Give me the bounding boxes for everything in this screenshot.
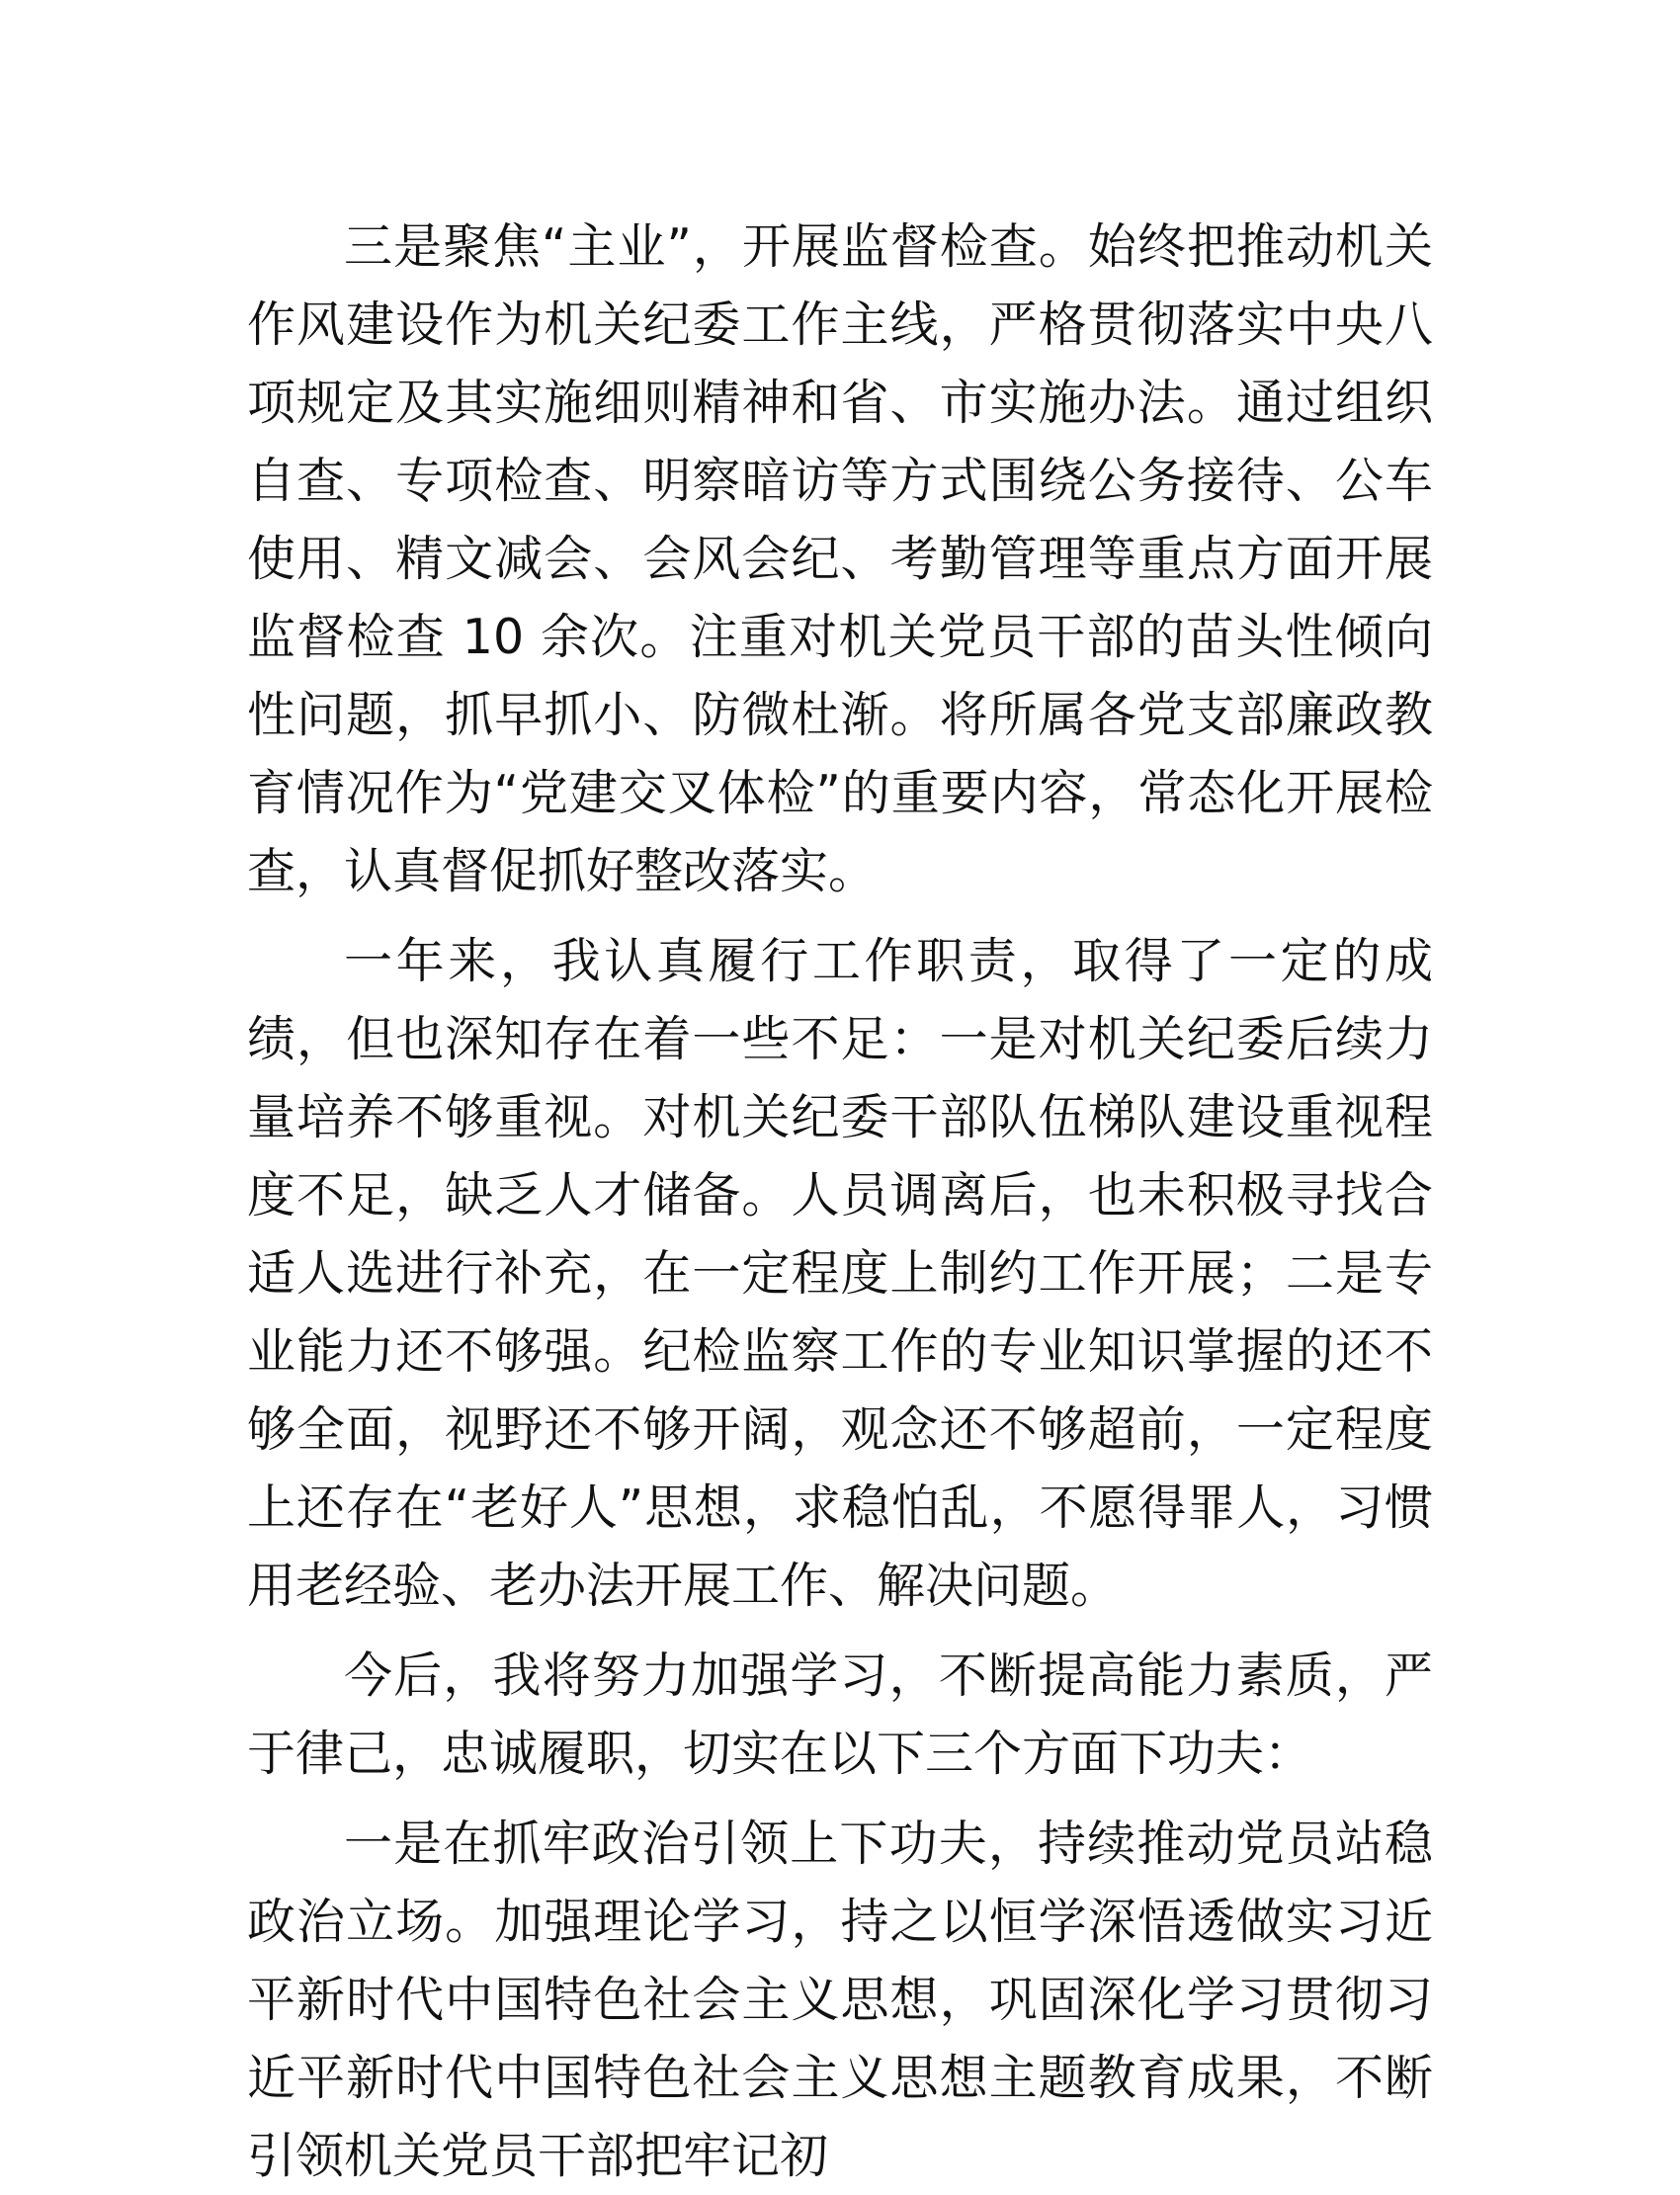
paragraph-future-intro: 今后，我将努力加强学习，不断提高能力素质，严于律己，忠诚履职，切实在以下三个方面下功夫： xyxy=(247,1647,1433,1782)
document-body xyxy=(247,208,1433,2195)
paragraph-political-guidance: 一是在抓牢政治引领上下功夫，持续推动党员站稳政治立场。加强理论学习，持之以恒学深悟透做实习近平新时代中国特色社会主义思想，巩固深化学习贯彻习近平新时代中国特色社会主义思想主题教育成果，不断引领机关党员干部把牢记初 xyxy=(247,1815,1433,2184)
paragraph-shortcomings: 一年来，我认真履行工作职责，取得了一定的成绩，但也深知存在着一些不足：一是对机关纪委后续力量培养不够重视。对机关纪委干部队伍梯队建设重视程度不足，缺乏人才储备。人员调离后，也未积极寻找合适人选进行补充，在一定程度上制约工作开展；二是专业能力还不够强。纪检监察工作的专业知识掌握的还不够全面，视野还不够开阔，观念还不够超前，一定程度上还存在“老好人”思想，求稳怕乱，不愿得罪人，习惯用老经验、老办法开展工作、解决问题。 xyxy=(247,933,1433,1614)
paragraph-supervision: 三是聚焦“主业”，开展监督检查。始终把推动机关作风建设作为机关纪委工作主线，严格贯彻落实中央八项规定及其实施细则精神和省、市实施办法。通过组织自查、专项检查、明察暗访等方式围绕公务接待、公车使用、精文减会、会风会纪、考勤管理等重点方面开展监督检查 10 余次。注重对机关党员干部的苗头性倾向性问题，抓早抓小、防微杜渐。将所属各党支部廉政教育情况作为“党建交叉体检”的重要内容，常态化开展检查，认真督促抓好整改落实。 xyxy=(247,218,1433,899)
